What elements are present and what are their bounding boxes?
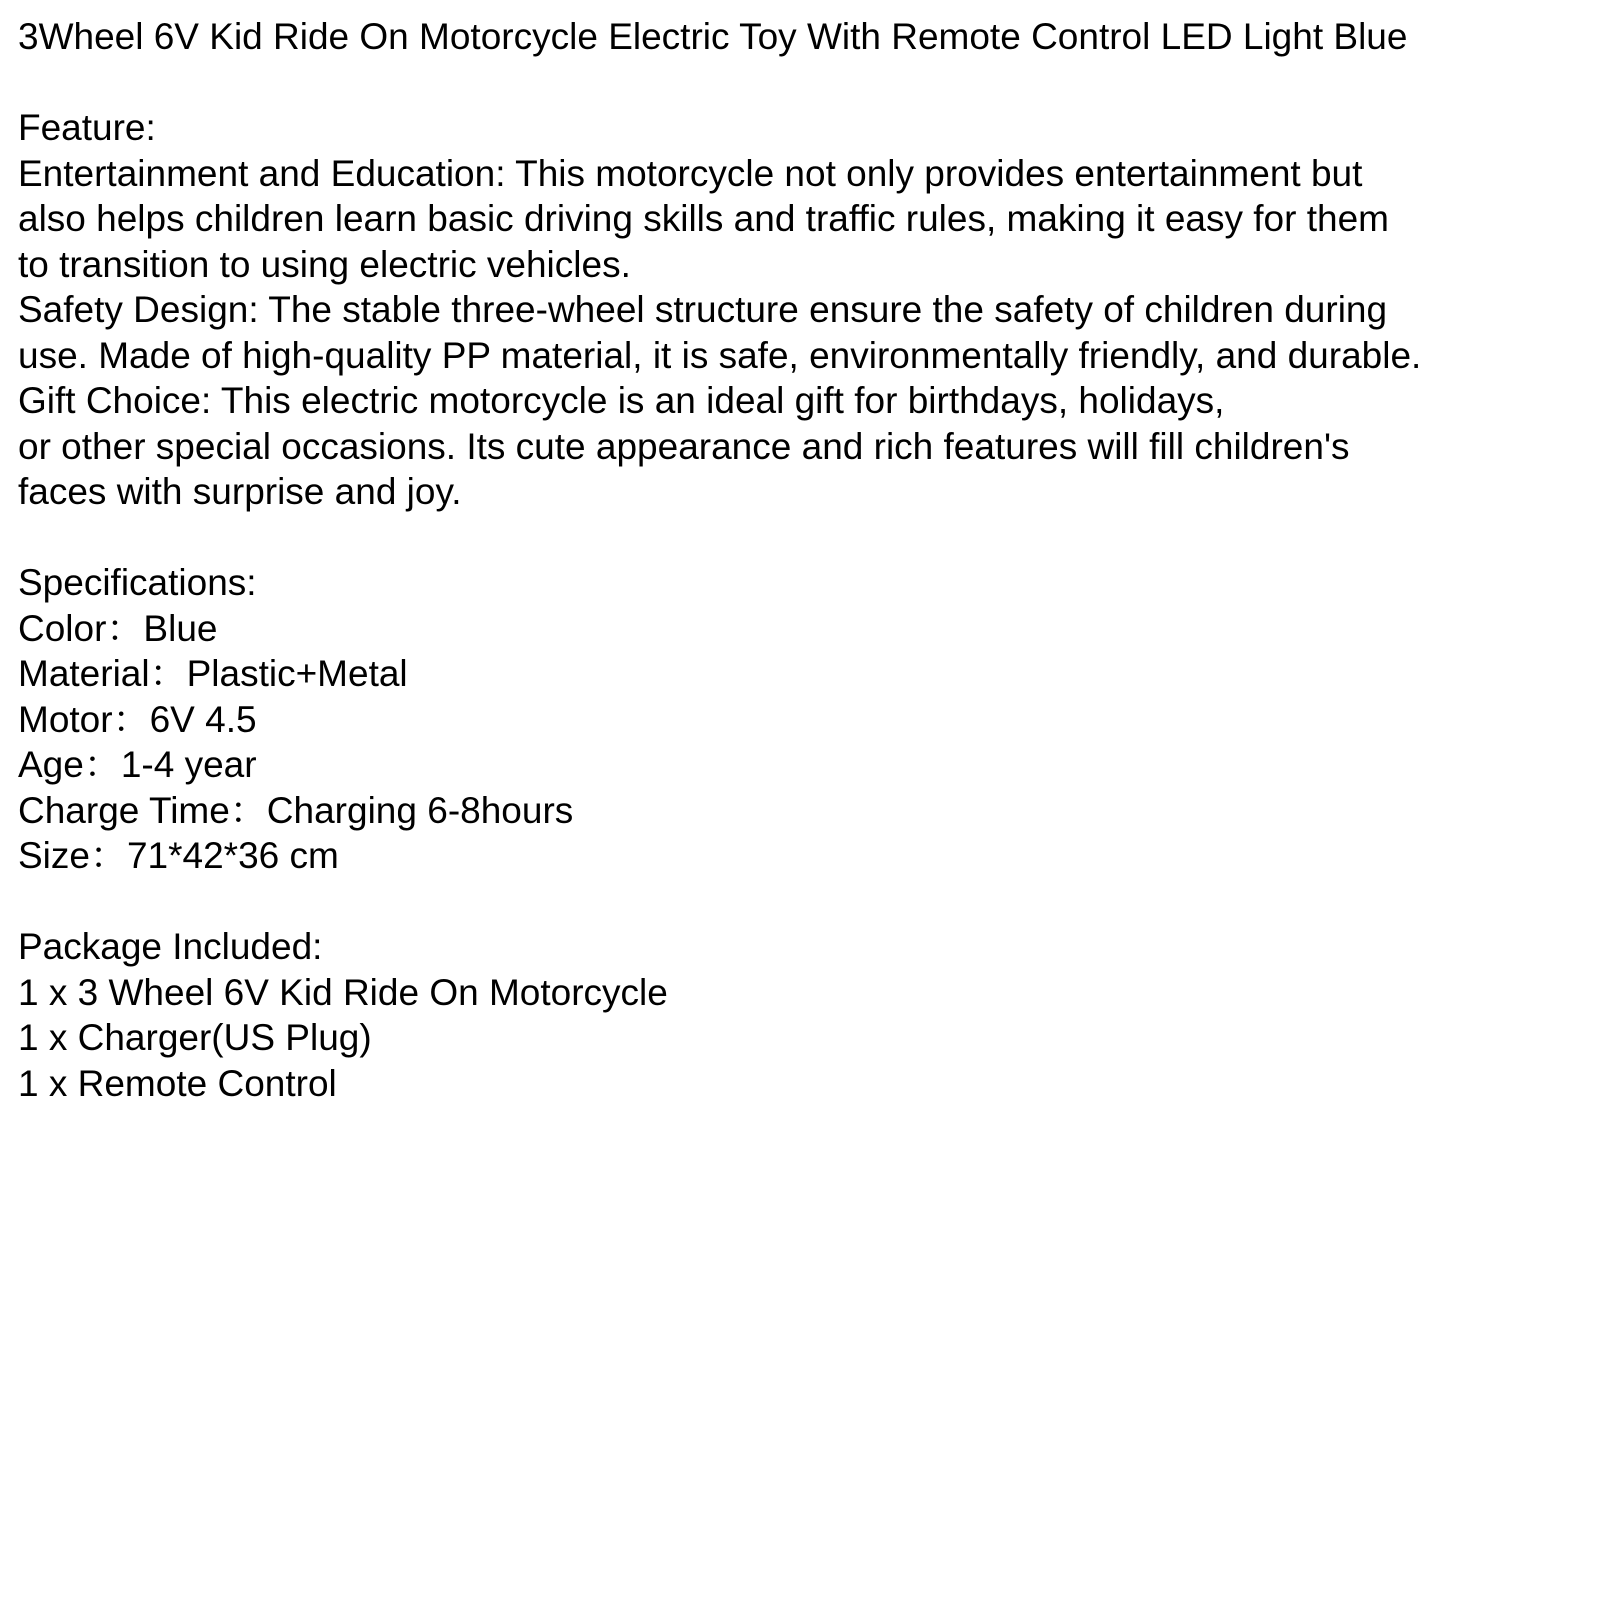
package-item: 1 x 3 Wheel 6V Kid Ride On Motorcycle: [18, 971, 668, 1013]
package-item: 1 x Charger(US Plug): [18, 1017, 372, 1058]
package-item: 1 x Remote Control: [18, 1062, 337, 1104]
spacer: [18, 515, 1593, 561]
product-title: 3Wheel 6V Kid Ride On Motorcycle Electric Toy With Remote Control LED Light Blue: [18, 16, 1408, 57]
spacer: [18, 60, 1593, 106]
feature-line: use. Made of high-quality PP material, it is safe, environmentally friendly, and durable.: [18, 334, 1422, 376]
spacer: [18, 879, 1593, 925]
spec-item-motor: Motor：6V 4.5: [18, 698, 257, 740]
feature-line: Entertainment and Education: This motorcycle not only provides entertainment but: [18, 152, 1363, 194]
feature-line: to transition to using electric vehicles.: [18, 243, 631, 285]
feature-line: Gift Choice: This electric motorcycle is an ideal gift for birthdays, holidays,: [18, 380, 1225, 421]
feature-line: or other special occasions. Its cute appearance and rich features will fill children's: [18, 425, 1350, 467]
spec-item-age: Age：1-4 year: [18, 744, 257, 785]
feature-heading: Feature:: [18, 107, 156, 148]
spec-item-charge-time: Charge Time：Charging 6-8hours: [18, 789, 574, 831]
feature-line: also helps children learn basic driving skills and traffic rules, making it easy for them: [18, 198, 1389, 239]
specifications-heading: Specifications:: [18, 562, 257, 603]
product-description: [18, 14, 1593, 1106]
spec-item-size: Size：71*42*36 cm: [18, 835, 339, 876]
spec-item-material: Material：Plastic+Metal: [18, 653, 408, 694]
package-heading: Package Included:: [18, 926, 323, 967]
spec-item-color: Color：Blue: [18, 607, 218, 649]
feature-line: Safety Design: The stable three-wheel structure ensure the safety of children during: [18, 289, 1388, 330]
feature-line: faces with surprise and joy.: [18, 471, 462, 512]
